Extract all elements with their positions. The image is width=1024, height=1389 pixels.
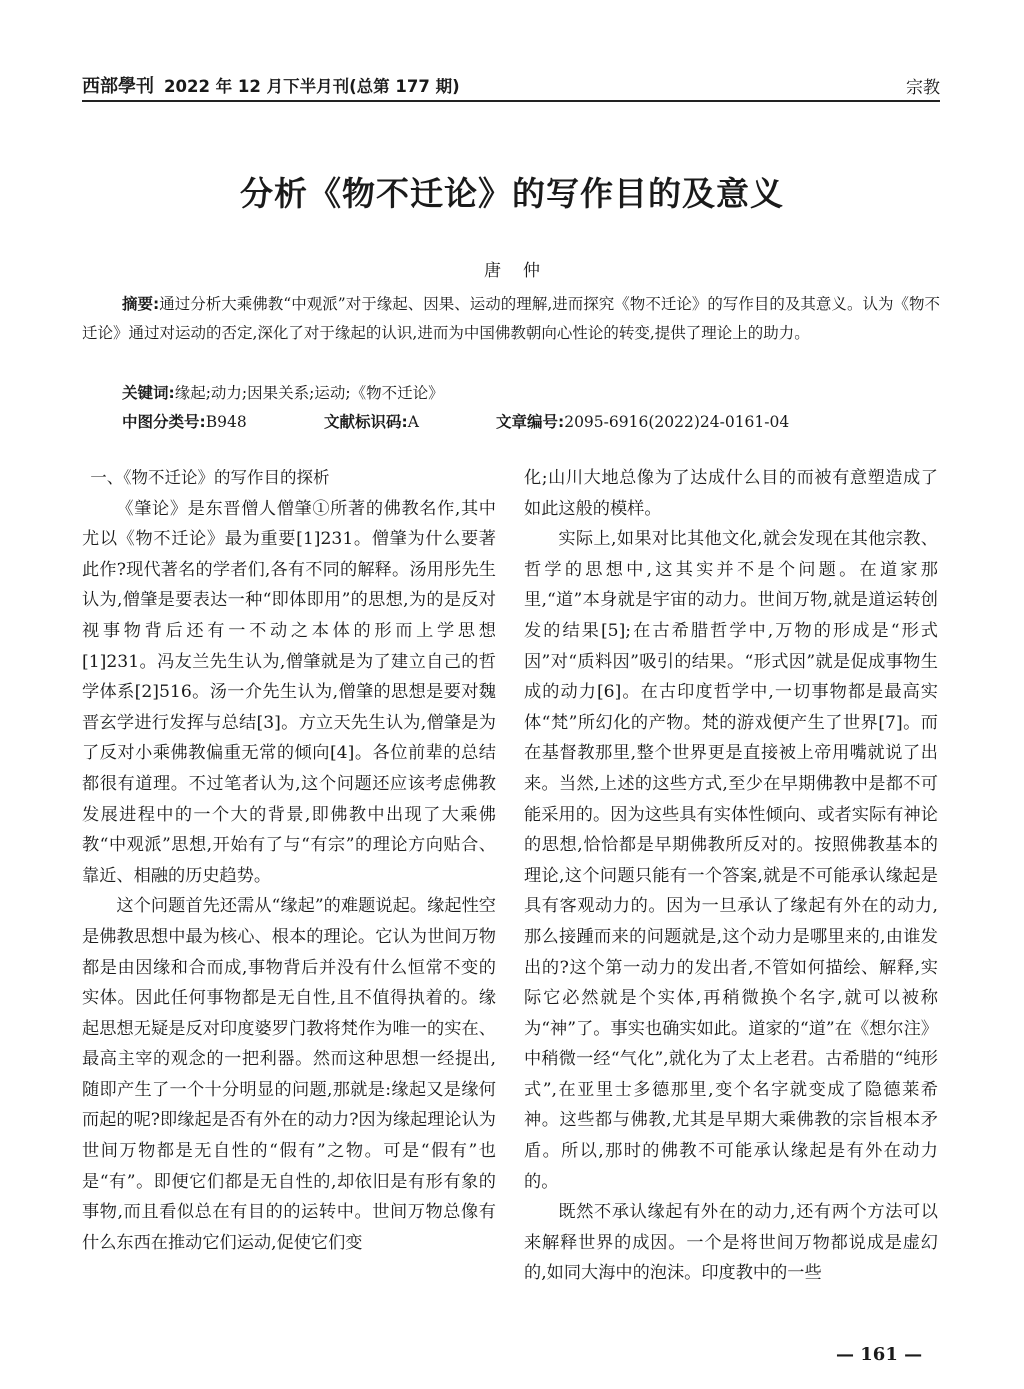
header-rule bbox=[82, 100, 940, 102]
classification-row bbox=[122, 408, 882, 437]
clc-number: 中图分类号:B948 bbox=[122, 413, 247, 431]
body-paragraph: 《肇论》是东晋僧人僧肇①所著的佛教名作,其中尤以《物不迁论》最为重要[1]231。僧肇为什么要著此作?现代著名的学者们,各有不同的解释。汤用彤先生认为,僧肇是要表达一种“即体即用”的思想,为的是反对视事物背后还有一不动之本体的形而上学思想[1]231。冯友兰先生认为,僧肇就是为了建立自己的哲学体系[2]516。汤一介先生认为,僧肇的思想是要对魏晋玄学进行发挥与总结[3]。方立天先生认为,僧肇是为了反对小乘佛教偏重无常的倾向[4]。各位前辈的总结都很有道理。不过笔者认为,这个问题还应该考虑佛教发展进程中的一个大的背景,即佛教中出现了大乘佛教“中观派”思想,开始有了与“有宗”的理论方向贴合、靠近、相融的历史趋势。 bbox=[82, 498, 496, 886]
body-paragraph: 既然不承认缘起有外在的动力,还有两个方法可以来解释世界的成因。一个是将世间万物都说成是虚幻的,如同大海中的泡沫。印度教中的一些 bbox=[524, 1202, 938, 1284]
body-paragraph: 实际上,如果对比其他文化,就会发现在其他宗教、哲学的思想中,这其实并不是个问题。在道家那里,“道”本身就是宇宙的动力。世间万物,就是道运转创发的结果[5];在古希腊哲学中,万物的形成是“形式因”对“质料因”吸引的结果。“形式因”就是促成事物生成的动力[6]。在古印度哲学中,一切事物都是最高实体“梵”所幻化的产物。梵的游戏便产生了世界[7]。而在基督教那里,整个世界更是直接被上帝用嘴就说了出来。当然,上述的这些方式,至少在早期佛教中是都不可能采用的。因为这些具有实体性倾向、或者实际有神论的思想,恰恰都是早期佛教所反对的。按照佛教基本的理论,这个问题只能有一个答案,就是不可能承认缘起是具有客观动力的。因为一旦承认了缘起有外在的动力,那么接踵而来的问题就是,这个动力是哪里来的,由谁发出的?这个第一动力的发出者,不管如何描绘、解释,实际它必然就是个实体,再稍微换个名字,就可以被称为“神”了。事实也确实如此。道家的“道”在《想尔注》中稍微一经“气化”,就化为了太上老君。古希腊的“纯形式”,在亚里士多德那里,变个名字就变成了隐德莱希神。这些都与佛教,尤其是早期大乘佛教的宗旨根本矛盾。所以,那时的佛教不可能承认缘起是有外在动力的。 bbox=[524, 529, 938, 1192]
journal-logo: 西部學刊 bbox=[82, 76, 154, 97]
body-paragraph-continued: 化;山川大地总像为了达成什么目的而被有意塑造成了如此这般的模样。 bbox=[524, 468, 938, 519]
keywords-label: 关键词: bbox=[122, 384, 175, 402]
keywords bbox=[122, 379, 444, 408]
page-number: — 161 — bbox=[836, 1344, 923, 1365]
document-code: 文献标识码:A bbox=[324, 413, 419, 431]
author-name: 唐仲 bbox=[484, 261, 562, 281]
article-title: 分析《物不迁论》的写作目的及意义 bbox=[240, 174, 784, 213]
issue-info: 2022 年 12 月下半月刊(总第 177 期) bbox=[164, 77, 460, 96]
keywords-text: 缘起;动力;因果关系;运动;《物不迁论》 bbox=[174, 384, 444, 402]
running-header bbox=[82, 70, 940, 100]
left-column bbox=[82, 463, 496, 1258]
abstract-label: 摘要: bbox=[122, 295, 160, 313]
abstract-text: 通过分析大乘佛教“中观派”对于缘起、因果、运动的理解,进而探究《物不迁论》的写作目的及其意义。认为《物不迁论》通过对运动的否定,深化了对于缘起的认识,进而为中国佛教朝向心性论的转变,提供了理论上的助力。 bbox=[82, 295, 940, 342]
article-number: 文章编号:2095-6916(2022)24-0161-04 bbox=[496, 413, 790, 431]
section-label: 宗教 bbox=[906, 78, 940, 98]
section-heading: 一、《物不迁论》的写作目的探析 bbox=[90, 468, 330, 487]
abstract bbox=[82, 290, 940, 348]
right-column bbox=[524, 463, 938, 1289]
body-paragraph: 这个问题首先还需从“缘起”的难题说起。缘起性空是佛教思想中最为核心、根本的理论。它认为世间万物都是由因缘和合而成,事物背后并没有什么恒常不变的实体。因此任何事物都是无自性,且不值得执着的。缘起思想无疑是反对印度婆罗门教将梵作为唯一的实在、最高主宰的观念的一把利器。然而这种思想一经提出,随即产生了一个十分明显的问题,那就是:缘起又是缘何而起的呢?即缘起是否有外在的动力?因为缘起理论认为世间万物都是无自性的“假有”之物。可是“假有”也是“有”。即便它们都是无自性的,却依旧是有形有象的事物,而且看似总在有目的的运转中。世间万物总像有什么东西在推动它们运动,促使它们变 bbox=[82, 896, 496, 1253]
